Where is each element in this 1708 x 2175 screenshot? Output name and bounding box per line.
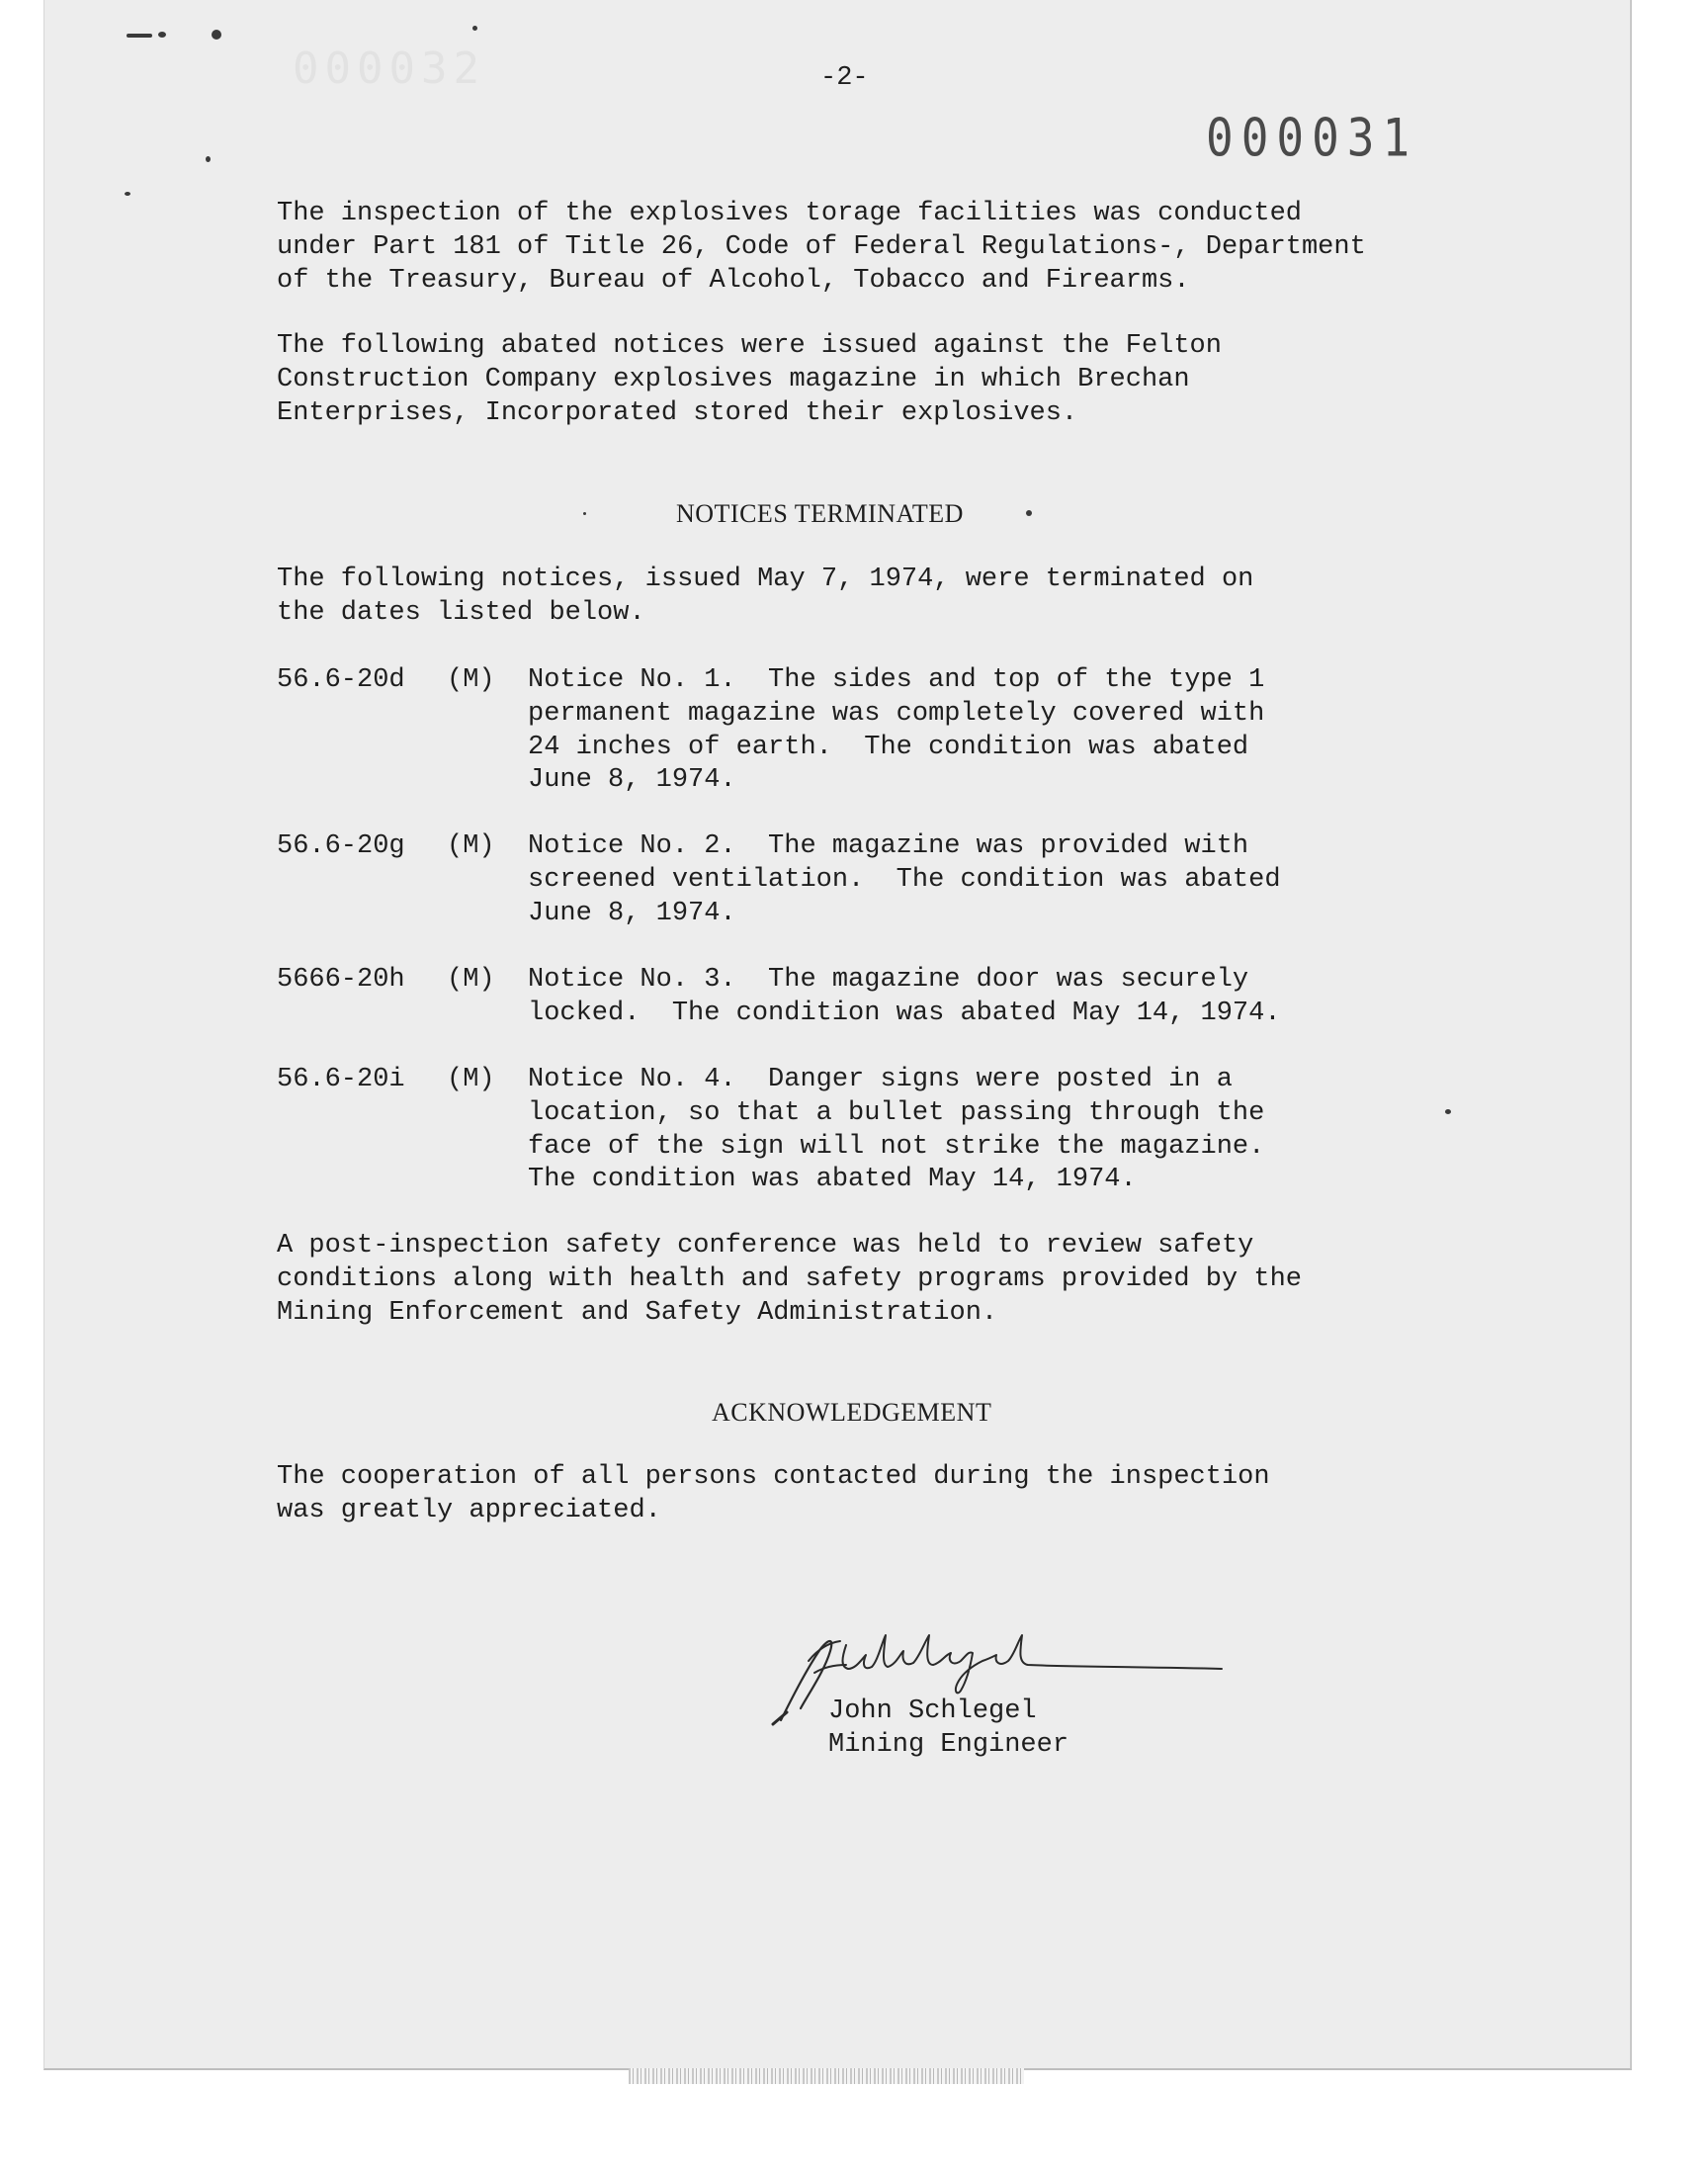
scan-speck — [125, 192, 130, 196]
signature-block — [828, 1695, 1068, 1762]
scan-speck — [158, 32, 166, 38]
scan-speck — [1445, 1109, 1451, 1114]
paragraph-cooperation: The cooperation of all persons contacted during the inspection was greatly appreciated. — [277, 1462, 1270, 1525]
scan-speck — [583, 512, 586, 515]
scan-speck — [212, 30, 221, 40]
paragraph-safety-conference: A post-inspection safety conference was held to review safety conditions along with health and safety programs provided by the Mining Enforcement and Safety Administration. — [277, 1231, 1302, 1328]
notice-category: (M) — [447, 831, 495, 861]
notice-category: (M) — [447, 665, 495, 695]
bleed-through-number: 000032 — [293, 44, 485, 94]
signer-title: Mining Engineer — [828, 1730, 1069, 1760]
notice-code: 56.6-20i — [277, 1065, 405, 1094]
notice-code: 56.6-20g — [277, 831, 405, 861]
notice-code: 56.6-20d — [277, 665, 405, 695]
notice-text: Notice No. 3. The magazine door was securely locked. The condition was abated May 14, 1974. — [528, 965, 1281, 1028]
scan-edge-strip — [629, 2068, 1024, 2084]
scan-speck — [127, 34, 152, 38]
paragraph-abated-notices: The following abated notices were issued against the Felton Construction Company explosives magazine in which Brechan Enterprises, Incorporated stored their explosives. — [277, 331, 1222, 428]
notice-category: (M) — [447, 1065, 495, 1094]
notice-text: Notice No. 2. The magazine was provided with screened ventilation. The condition was abated June 8, 1974. — [528, 831, 1281, 928]
document-stamp-number: 000031 — [1206, 107, 1418, 169]
page-number: -2- — [820, 63, 869, 93]
scan-speck — [1026, 510, 1032, 516]
signer-name: John Schlegel — [828, 1696, 1037, 1726]
notice-text: Notice No. 4. Danger signs were posted in a location, so that a bullet passing through the face of the sign will not strike the magazine. The condition was abated May 14, 1974. — [528, 1065, 1265, 1195]
notice-category: (M) — [447, 965, 495, 995]
heading-notices-terminated: NOTICES TERMINATED — [676, 499, 964, 528]
paragraph-notices-issued: The following notices, issued May 7, 1974, were terminated on the dates listed below. — [277, 565, 1254, 628]
paragraph-inspection-basis: The inspection of the explosives torage facilities was conducted under Part 181 of Title 26, Code of Federal Regulations-, Department of the Treasury, Bureau of Alcohol, Tobacco and Firearms. — [277, 199, 1366, 296]
notice-code: 5666-20h — [277, 965, 405, 995]
scan-speck — [472, 26, 477, 31]
scan-speck — [206, 156, 211, 162]
notice-text: Notice No. 1. The sides and top of the type 1 permanent magazine was completely covered with 24 inches of earth. The condition was abated June 8, 1974. — [528, 665, 1265, 796]
heading-acknowledgement: ACKNOWLEDGEMENT — [712, 1398, 992, 1427]
